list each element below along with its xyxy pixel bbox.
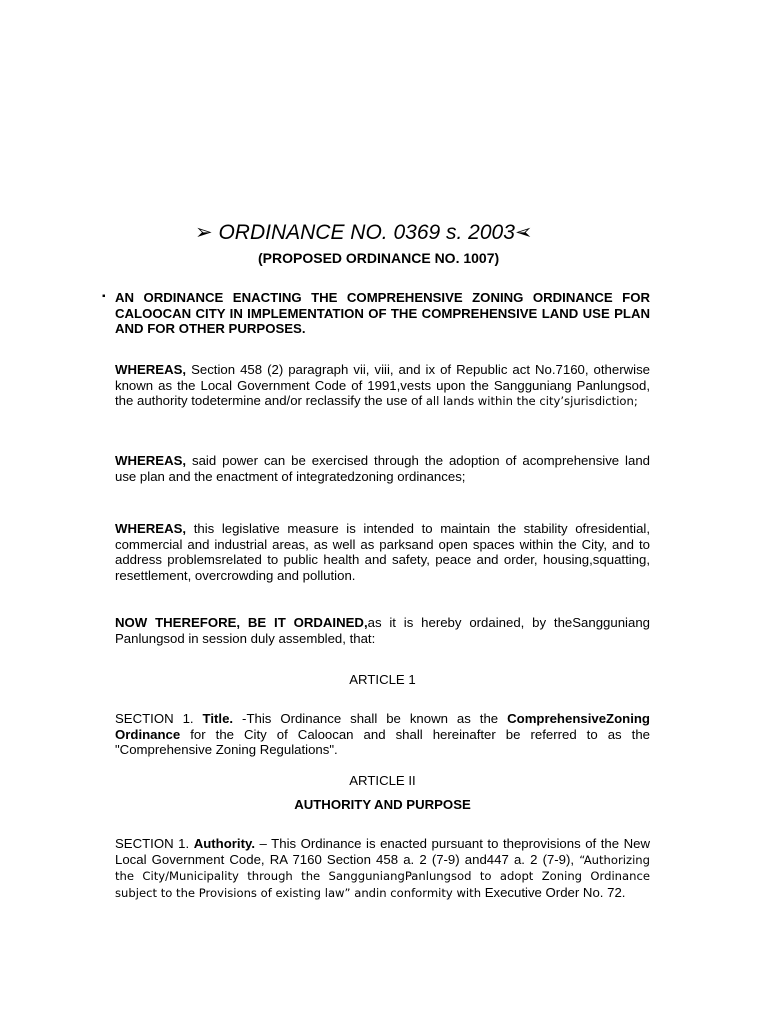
whereas-paragraph-3 — [115, 521, 650, 583]
ordained-lead: NOW THEREFORE, BE IT ORDAINED, — [115, 615, 368, 630]
whereas-lead: WHEREAS, — [115, 521, 187, 536]
article-2-section-1 — [115, 836, 650, 901]
whereas-lead: WHEREAS, — [115, 453, 187, 468]
whereas-text: said power can be exercised through the adoption of acomprehensive land use plan and the enactment of integratedzoning ordinances; — [115, 453, 650, 484]
whereas-lead: WHEREAS, — [115, 362, 187, 377]
ordinance-number: ORDINANCE NO. 0369 s. 2003 — [218, 221, 515, 244]
article-2-subheading: AUTHORITY AND PURPOSE — [294, 797, 471, 812]
section-title: Authority. — [193, 836, 255, 851]
whereas-paragraph-2 — [115, 453, 650, 484]
ordinance-summary: AN ORDINANCE ENACTING THE COMPREHENSIVE ZONING ORDINANCE FOR CALOOCAN CITY IN IMPLEMENTATION OF THE COMPREHENSIVE LAND USE PLAN AND FOR OTHER PURPOSES. — [115, 290, 650, 336]
whereas-text: this legislative measure is intended to maintain the stability ofresidential, commercial and industrial areas, as well as parksand open spaces within the City, and to address problemsrelated to public health and safety, peace and order, housing,squatting, resettlement, overcrowding and pollution. — [115, 521, 650, 583]
whereas-text: Section 458 (2) paragraph vii, viii, and ix of Republic act No.7160, otherwise known as the Local Government Code of 1991,vests upon the Sangguniang Panlungsod, the authority todetermine and/or reclassify the use of — [115, 362, 650, 408]
whereas-paragraph-1 — [115, 362, 650, 410]
section-title: Title. — [202, 711, 234, 726]
bullet-icon: ▪ — [102, 291, 106, 302]
arrow-right-icon: ➢ — [195, 221, 213, 244]
whereas-tail: all lands within the city’sjurisdiction; — [425, 394, 638, 408]
section-quote: “Authorizing the City/Municipality through the SangguniangPanlungsod to adopt Zoning Ordinance subject to the Provisions of existing law” andin conformity with — [115, 852, 650, 900]
section-text-cont: for the City of Caloocan and shall hereinafter be referred to as the "Comprehensive Zoning Regulations". — [115, 726, 650, 757]
article-2-heading: ARTICLE II — [349, 773, 416, 788]
proposed-ordinance-number: (PROPOSED ORDINANCE NO. 1007) — [258, 250, 500, 266]
section-label: SECTION 1. — [115, 836, 194, 851]
section-text: -This Ordinance shall be known as the — [233, 711, 508, 726]
ordinance-title — [195, 220, 595, 245]
article-1-section-1 — [115, 711, 650, 758]
article-1-heading: ARTICLE 1 — [349, 672, 416, 687]
ordinance-name: ComprehensiveZoning Ordinance — [115, 711, 650, 742]
section-label: SECTION 1. — [115, 711, 203, 726]
section-text-cont: Executive Order No. 72. — [481, 884, 626, 900]
arrow-left-icon: ➢ — [514, 221, 533, 244]
ordained-text: as it is hereby ordained, by theSangguniang Panlungsod in session duly assembled, that: — [115, 615, 650, 646]
ordained-paragraph — [115, 615, 650, 646]
section-text: – This Ordinance is enacted pursuant to theprovisions of the New Local Government Code, RA 7160 Section 458 a. 2 (7-9) and447 a. 2 (7-9), — [115, 836, 650, 867]
